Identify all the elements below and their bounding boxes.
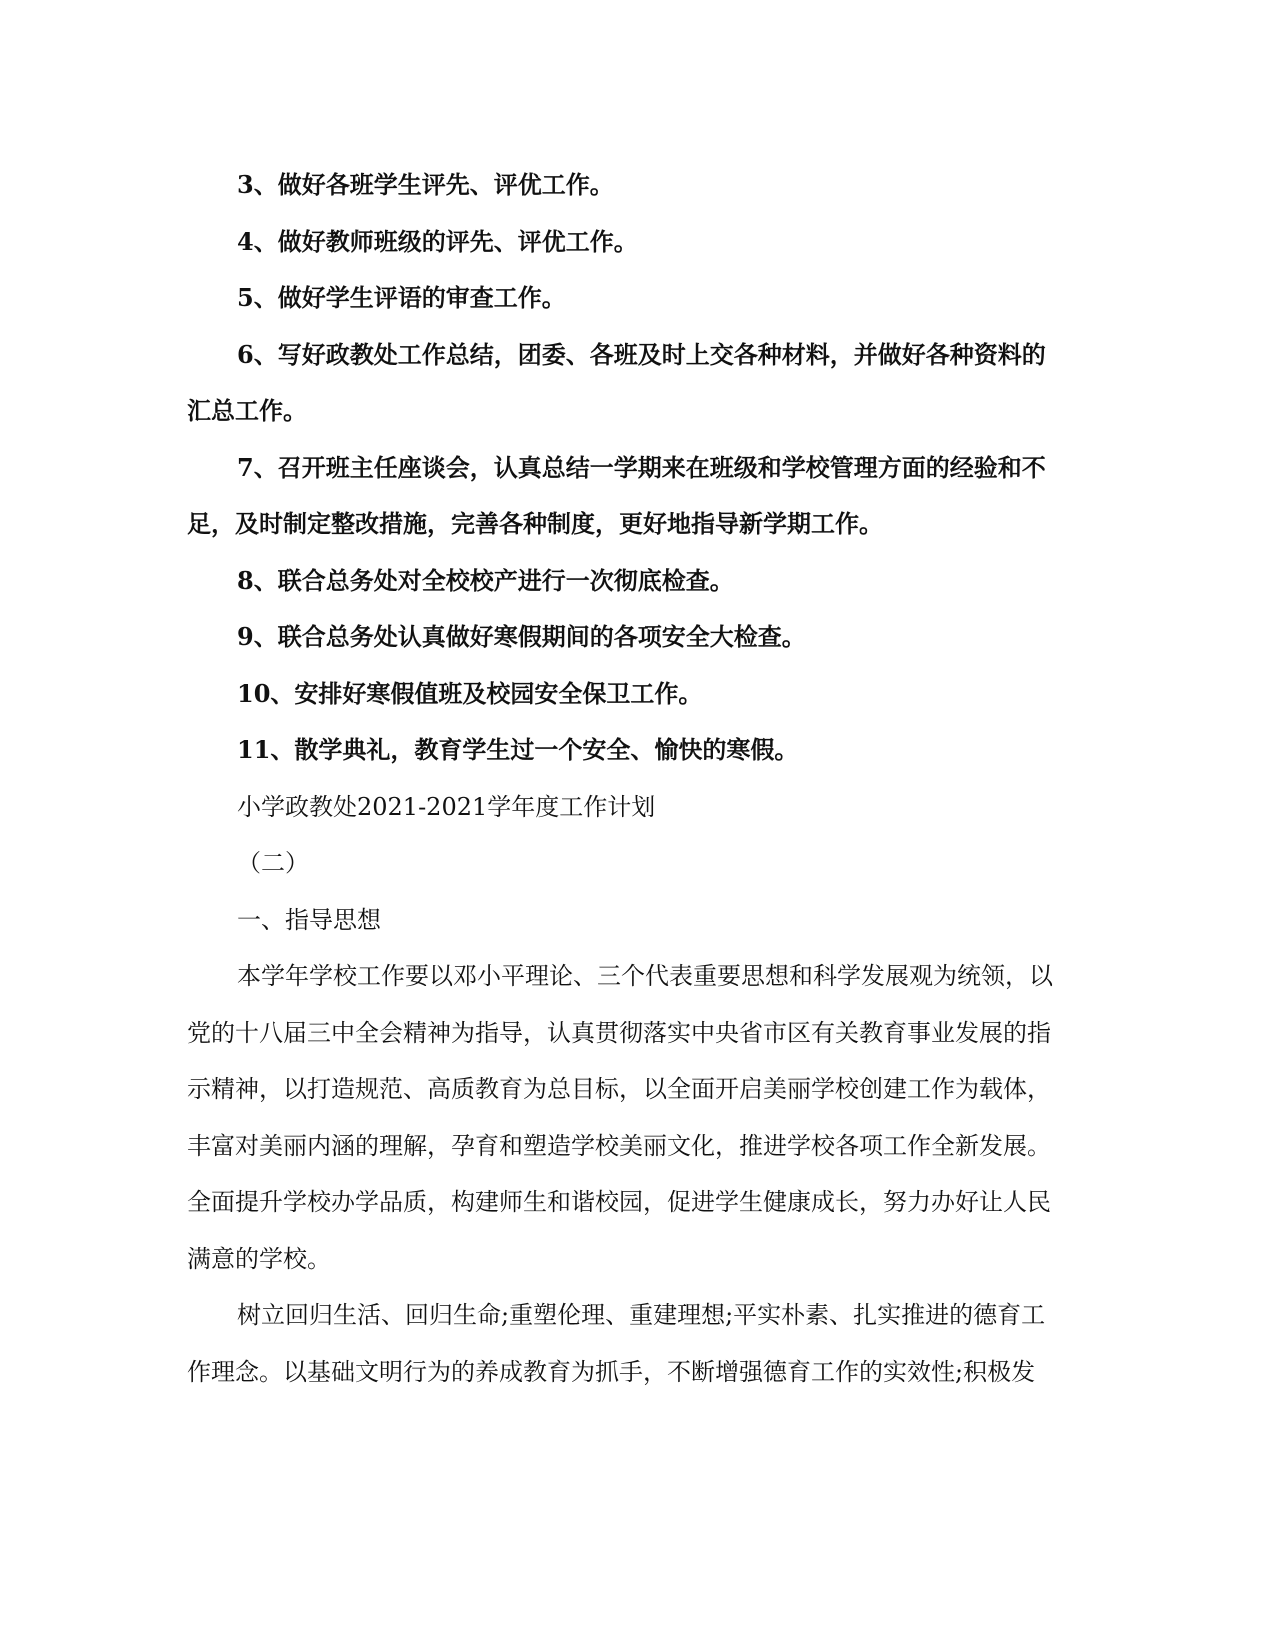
list-item-7-line2: 足，及时制定整改措施，完善各种制度，更好地指导新学期工作。 bbox=[187, 509, 883, 538]
paragraph-1-line1: 本学年学校工作要以邓小平理论、三个代表重要思想和科学发展观为统领，以 bbox=[237, 962, 1053, 990]
list-item-7-line1: 7、召开班主任座谈会，认真总结一学期来在班级和学校管理方面的经验和不 bbox=[237, 453, 1046, 482]
paragraph-1-line2: 党的十八届三中全会精神为指导，认真贯彻落实中央省市区有关教育事业发展的指 bbox=[187, 1019, 1051, 1047]
list-item-10: 10、安排好寒假值班及校园安全保卫工作。 bbox=[237, 679, 703, 708]
paragraph-1-line4: 丰富对美丽内涵的理解，孕育和塑造学校美丽文化，推进学校各项工作全新发展。 bbox=[187, 1132, 1051, 1160]
section-title: 一、指导思想 bbox=[237, 906, 381, 934]
paragraph-1-line3: 示精神，以打造规范、高质教育为总目标，以全面开启美丽学校创建工作为载体， bbox=[187, 1075, 1051, 1103]
list-item-11: 11、散学典礼，教育学生过一个安全、愉快的寒假。 bbox=[237, 735, 799, 764]
list-item-8: 8、联合总务处对全校校产进行一次彻底检查。 bbox=[237, 566, 734, 595]
list-item-9: 9、联合总务处认真做好寒假期间的各项安全大检查。 bbox=[237, 622, 806, 651]
document-heading: 小学政教处2021-2021学年度工作计划 bbox=[237, 793, 656, 821]
list-item-5: 5、做好学生评语的审查工作。 bbox=[237, 283, 566, 312]
list-item-4: 4、做好教师班级的评先、评优工作。 bbox=[237, 227, 638, 256]
paragraph-2-line1: 树立回归生活、回归生命;重塑伦理、重建理想;平实朴素、扎实推进的德育工 bbox=[237, 1301, 1046, 1329]
list-item-6-line1: 6、写好政教处工作总结，团委、各班及时上交各种材料，并做好各种资料的 bbox=[237, 340, 1046, 369]
paragraph-2-line2: 作理念。以基础文明行为的养成教育为抓手，不断增强德育工作的实效性;积极发 bbox=[187, 1358, 1036, 1386]
list-item-6-line2: 汇总工作。 bbox=[187, 396, 307, 425]
paragraph-1-line5: 全面提升学校办学品质，构建师生和谐校园，促进学生健康成长，努力办好让人民 bbox=[187, 1188, 1051, 1216]
document-subheading: （二） bbox=[237, 849, 309, 877]
list-item-3: 3、做好各班学生评先、评优工作。 bbox=[237, 170, 614, 199]
paragraph-1-line6: 满意的学校。 bbox=[187, 1245, 331, 1273]
